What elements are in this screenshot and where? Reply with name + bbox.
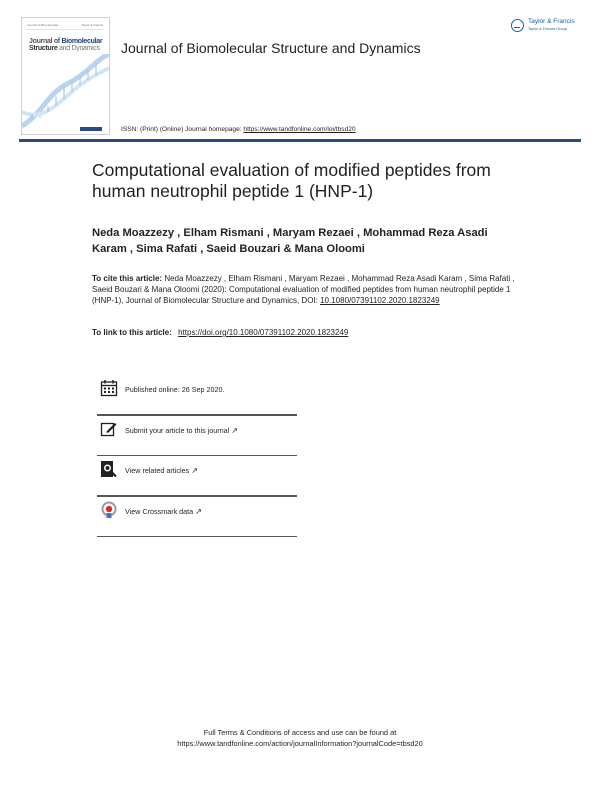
journal-cover-thumbnail xyxy=(21,17,110,135)
cover-title xyxy=(29,38,102,52)
footer-terms-text: Full Terms & Conditions of access and use can be found at xyxy=(203,728,397,737)
cover-title-part: Structure xyxy=(29,45,58,52)
crossmark-row[interactable] xyxy=(97,497,297,538)
publisher-logo[interactable] xyxy=(511,17,586,35)
citation-block xyxy=(92,273,532,307)
submit-article-link[interactable] xyxy=(125,426,238,435)
calendar-icon xyxy=(100,379,118,397)
edit-icon xyxy=(100,420,118,438)
row-divider xyxy=(97,536,297,537)
journal-name: Journal of Biomolecular Structure and Dynamics xyxy=(121,40,421,56)
citation-text: Neda Moazzezy , Elham Rismani , Maryam Rezaei , Mohammad Reza Asadi Karam , Sima Rafati , Saeid Bouzari & Mana Oloomi (2020): Computational evaluation of modified peptides from human neutrophil peptide 1 (HNP-1), Journal of Biomolecular Structure and Dynamics, DOI: xyxy=(92,274,515,306)
article-actions xyxy=(97,375,297,537)
crossmark-link[interactable] xyxy=(125,507,202,516)
cover-header-bar xyxy=(27,23,103,30)
journal-homepage-link[interactable]: https://www.tandfonline.com/loi/tbsd20 xyxy=(243,126,356,133)
related-articles-label: View related articles xyxy=(125,466,190,475)
cover-header-right: Taylor & Francis xyxy=(81,23,103,27)
related-articles-row[interactable] xyxy=(97,456,297,497)
article-authors: Neda Moazzezy , Elham Rismani , Maryam Rezaei , Mohammad Reza Asadi Karam , Sima Rafati , Saeid Bouzari & Mana Oloomi xyxy=(92,227,488,255)
cover-title-part: Journal of xyxy=(29,38,60,45)
published-online-row xyxy=(97,375,297,416)
external-link-icon: ↗ xyxy=(191,466,198,475)
header-divider xyxy=(19,139,581,142)
crossmark-icon xyxy=(100,501,118,519)
issn-line xyxy=(121,126,356,133)
link-label: To link to this article: xyxy=(92,328,172,337)
footer-terms-url[interactable]: https://www.tandfonline.com/action/journalInformation?journalCode=tbsd20 xyxy=(177,739,423,748)
dna-helix-image xyxy=(22,54,109,134)
crossmark-label: View Crossmark data xyxy=(125,506,194,516)
logo-name: Taylor & Francis xyxy=(528,18,575,25)
taylor-francis-logo-icon xyxy=(511,19,524,32)
external-link-icon: ↗ xyxy=(231,425,238,435)
page-footer xyxy=(0,727,600,749)
article-link-line xyxy=(92,328,532,337)
external-link-icon: ↗ xyxy=(195,506,202,516)
article-doi-url[interactable]: https://doi.org/10.1080/07391102.2020.1823249 xyxy=(178,328,349,337)
issn-text: ISSN: (Print) (Online) Journal homepage: xyxy=(121,126,242,133)
logo-tagline: Taylor & Francis Group xyxy=(528,27,567,31)
cover-header-left: Journal of Biomolecular xyxy=(27,23,59,27)
citation-label: To cite this article: xyxy=(92,274,163,283)
citation-doi-link[interactable]: 10.1080/07391102.2020.1823249 xyxy=(320,296,440,306)
cover-title-part: and Dynamics xyxy=(59,45,100,52)
related-articles-link[interactable] xyxy=(125,466,198,475)
cover-title-part: Biomolecular xyxy=(61,38,103,45)
published-online-label: Published online: 26 Sep 2020. xyxy=(125,385,225,394)
article-title: Computational evaluation of modified peptides from human neutrophil peptide 1 (HNP-1) xyxy=(92,160,491,201)
submit-article-label: Submit your article to this journal xyxy=(125,425,230,435)
submit-article-row[interactable] xyxy=(97,416,297,457)
search-icon xyxy=(100,460,118,478)
